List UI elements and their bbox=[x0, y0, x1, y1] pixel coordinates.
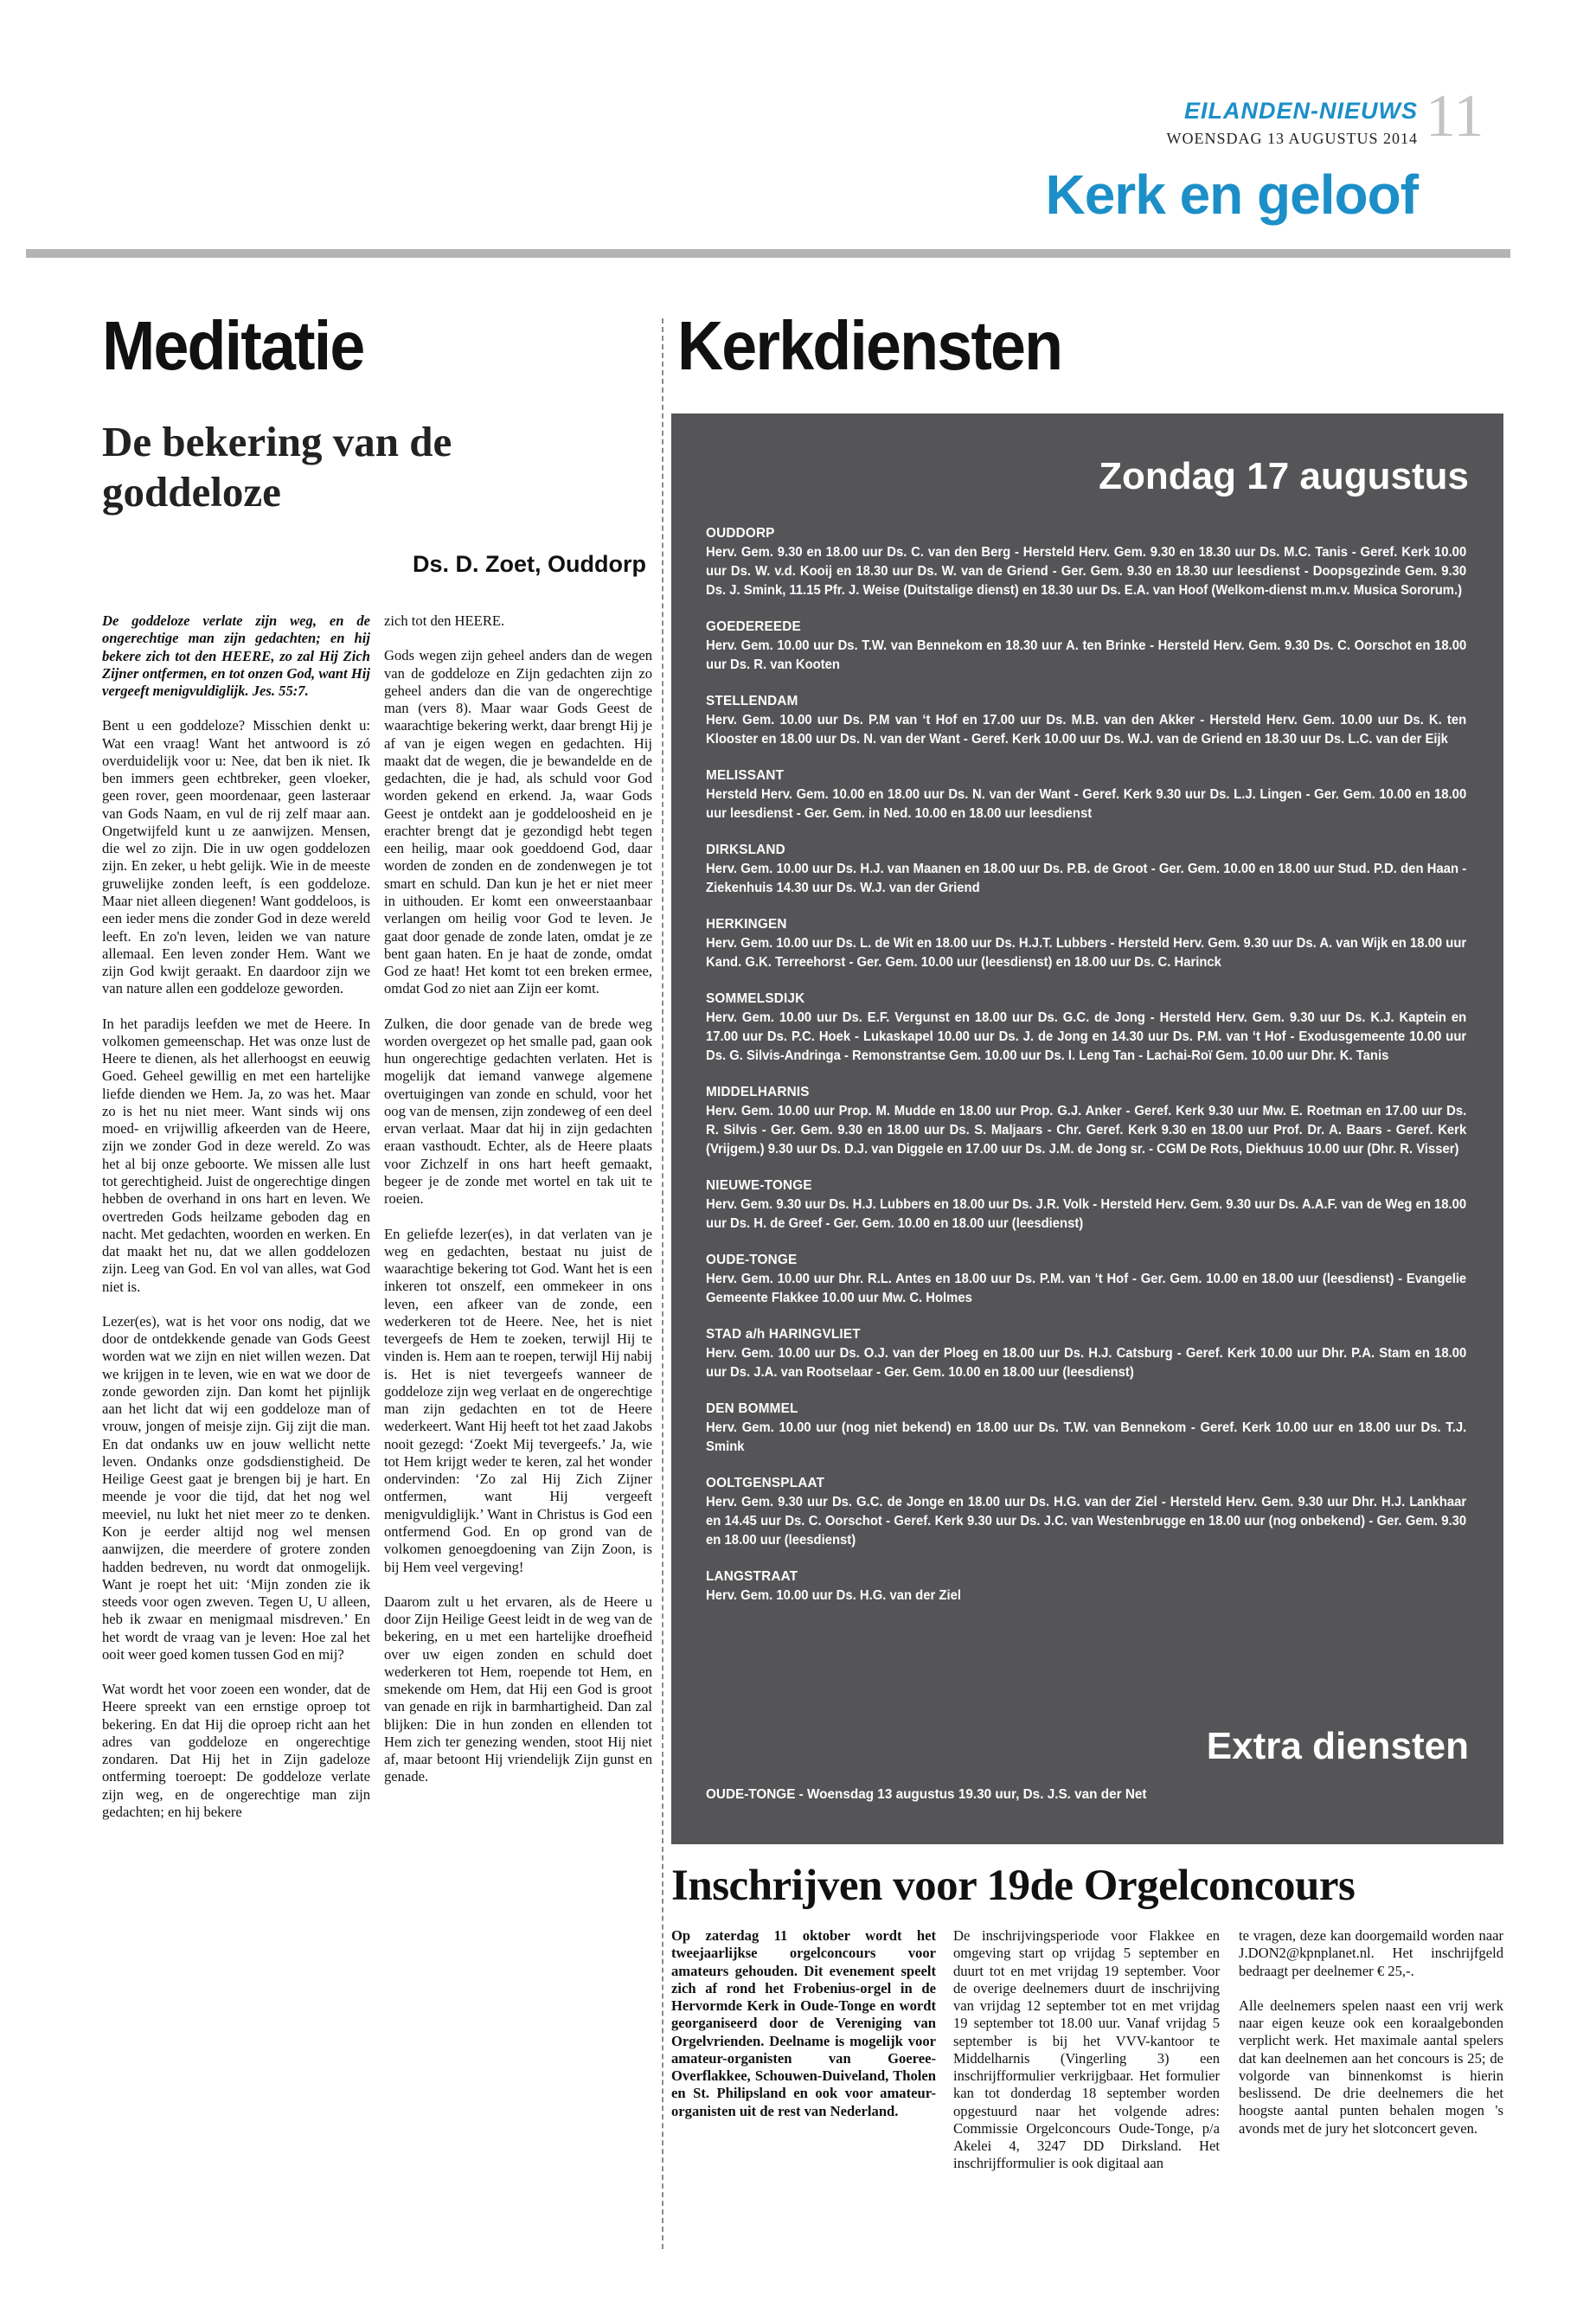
meditatie-paragraph: Lezer(es), wat is het voor ons nodig, dat we door de ontdekkende genade van Gods Geest worden wat we zijn en niet willen wezen. Dat we krijgen in te leven, wie en wat we door de zonde geworden zijn. Dan komt het pijnlijk aan het licht dat wij een goddeloze man of vrouw, jongen of meisje zijn. Gij zijt die man. En dat ondanks uw en jouw wellicht nette leven. Ondanks onze godsdienstigheid. De Heilige Geest gaat je brengen bij je hart. En meende je voor die tijd, dat het nog wel meeviel, nu lukt het niet meer zo te denken. Kon je eerder altijd nog wel mensen aanwijzen, die meerdere of grotere zonden hadden bedreven, nu wordt dat onmogelijk. Want je roept het uit: ‘Mijn zonden zie ik steeds voor ogen zweven. Tegen U, U alleen, heb ik zwaar en menigmaal misdreven.’ En het wordt de vraag van je leven: Hoe zal het ooit weer goed komen tussen God en mij? bbox=[102, 1312, 370, 1663]
service-entry bbox=[706, 692, 1467, 749]
orgelconcours-paragraph: Op zaterdag 11 oktober wordt het tweejaarlijkse orgelconcours voor amateurs gehouden. Dit evenement speelt zich af rond het Frobenius-orgel in de Hervormde Kerk in Oude-Tonge en wordt georganiseerd door de Vereniging van Orgelvrienden. Deelname is mogelijk voor amateur-organisten van Goeree-Overflakkee, Schouwen-Duiveland, Tholen en St. Philipsland en ook voor amateur-organisten uit de rest van Nederland. bbox=[671, 1927, 936, 2119]
service-place: MELISSANT bbox=[706, 768, 785, 783]
service-entry bbox=[706, 766, 1467, 824]
service-entry bbox=[706, 1474, 1467, 1550]
orgelconcours-title: Inschrijven voor 19de Orgelconcours bbox=[671, 1862, 1356, 1910]
service-place: SOMMELSDIJK bbox=[706, 991, 805, 1006]
service-place: STELLENDAM bbox=[706, 694, 798, 708]
extra-services-heading: Extra diensten bbox=[1206, 1725, 1469, 1767]
service-text: Herv. Gem. 9.30 uur Ds. H.J. Lubbers en 18.00 uur Ds. J.R. Volk - Hersteld Herv. Gem. 9.30 uur Ds. A.A.F. van de Weg en 18.00 uur Ds. H. de Greef - Ger. Gem. 10.00 en 18.00 uur (leesdienst) bbox=[706, 1197, 1467, 1231]
column-divider bbox=[662, 318, 663, 2249]
orgelconcours-column-1 bbox=[671, 1927, 936, 2138]
service-entry bbox=[706, 618, 1467, 675]
service-text: Hersteld Herv. Gem. 10.00 en 18.00 uur Ds. N. van der Want - Geref. Kerk 9.30 uur Ds. L.J. Lingen - Ger. Gem. 10.00 en 18.00 uur leesdienst - Ger. Gem. in Ned. 10.00 en 18.00 uur leesdienst bbox=[706, 787, 1467, 821]
orgelconcours-paragraph: Alle deelnemers spelen naast een vrij werk naar eigen keuze ook een koraalgebonden verplicht werk. Het maximale aantal spelers dat kan deelnemen aan het concours is 25; de volgorde van binnenkomst is hierin beslissend. De drie deelnemers die het hoogste aantal punten behalen mogen 's avonds met de jury het slotconcert geven. bbox=[1239, 1997, 1503, 2137]
meditatie-title: De bekering van de goddeloze bbox=[102, 418, 452, 516]
service-text: Herv. Gem. 10.00 uur Ds. T.W. van Bennekom en 18.30 uur A. ten Brinke - Hersteld Herv. Gem. 9.30 Ds. C. Oorschot en 18.00 uur Ds. R. van Kooten bbox=[706, 638, 1467, 672]
meditatie-intro-quote: De goddeloze verlate zijn weg, en de ongerechtige man zijn gedachten; en hij bekere zich tot den HEERE, zo zal Hij Zich Zijner ontfermen, en tot onzen God, want Hij vergeeft menigvuldiglijk. Jes. 55:7. bbox=[102, 612, 370, 700]
service-text: Herv. Gem. 10.00 uur Ds. H.J. van Maanen en 18.00 uur Ds. P.B. de Groot - Ger. Gem. 10.00 en 18.00 uur Stud. P.D. den Haan - Ziekenhuis 14.30 uur Ds. W.J. van der Griend bbox=[706, 862, 1467, 895]
meditatie-paragraph: Daarom zult u het ervaren, als de Heere u door Zijn Heilige Geest leidt in de weg van de bekering, en u met een hartelijke droefheid over uw eigen zonden en schuld doet wederkeren tot Hem, roepende tot Hem, en smekende om Hem, dat Hij een God is groot van genade en rijk in barmhartigheid. Dan zal blijken: Die in hun zonden en ellenden tot Hem zich ter genezing wenden, stoot Hij niet af, maar betoont Hij vriendelijk Zijn gunst en genade. bbox=[384, 1593, 652, 1785]
service-place: DIRKSLAND bbox=[706, 843, 785, 857]
newspaper-brand: EILANDEN-NIEUWS bbox=[1184, 98, 1418, 124]
service-place: MIDDELHARNIS bbox=[706, 1085, 810, 1099]
meditatie-paragraph: Zulken, die door genade van de brede weg worden overgezet op het smalle pad, gaan ook hun ongerechtige gedachten verlaten. Het is mogelijk dat iemand vanwege algemene overtuigingen van zonde en schuld, voor het oog van de mensen, zijn zondeweg of een deel ervan verlaat. Maar dat hij in zijn gedachten eraan vasthoudt. Echter, als de Heere plaats voor Zichzelf in ons hart heeft gemaakt, begeer je de zonde met wortel en tak uit te roeien. bbox=[384, 1015, 652, 1208]
service-place: DEN BOMMEL bbox=[706, 1401, 798, 1416]
services-date-heading: Zondag 17 augustus bbox=[1099, 455, 1469, 497]
service-text: Herv. Gem. 10.00 uur (nog niet bekend) en 18.00 uur Ds. T.W. van Bennekom - Geref. Kerk 10.00 uur en 18.00 uur Ds. T.J. Smink bbox=[706, 1420, 1467, 1454]
meditatie-paragraph: zich tot den HEERE. bbox=[384, 612, 505, 629]
service-text: Herv. Gem. 10.00 uur Ds. O.J. van der Ploeg en 18.00 uur Ds. H.J. Catsburg - Geref. Kerk 10.00 uur Dhr. P.A. Stam en 18.00 uur Ds. J.A. van Rootselaar - Ger. Gem. 10.00 en 18.00 uur (leesdienst) bbox=[706, 1346, 1467, 1380]
service-entry bbox=[706, 1083, 1467, 1159]
service-entry bbox=[706, 990, 1467, 1066]
meditatie-column-right bbox=[384, 612, 652, 1804]
service-place: HERKINGEN bbox=[706, 917, 787, 932]
service-entry bbox=[706, 1567, 1467, 1606]
orgelconcours-paragraph: De inschrijvingsperiode voor Flakkee en omgeving start op vrijdag 5 september en duurt tot en met vrijdag 19 september. Voor de overige deelnemers duurt de inschrijving van vrijdag 12 september tot en met vrijdag 19 september tot 18.00 uur. Vanaf vrijdag 5 september is bij het VVV-kantoor te Middelharnis (Vingerling 3) een inschrijfformulier verkrijgbaar. Het formulier kan tot donderdag 18 september worden opgestuurd naar het volgende adres: Commissie Orgelconcours Oude-Tonge, p/a Akelei 4, 3247 DD Dirksland. Het inschrijfformulier is ook digitaal aan bbox=[953, 1927, 1220, 2172]
orgelconcours-paragraph: te vragen, deze kan doorgemaild worden naar J.DON2@kpnplanet.nl. Het inschrijfgeld bedraagt per deelnemer € 25,-. bbox=[1239, 1927, 1503, 1979]
service-place: OUDDORP bbox=[706, 526, 775, 541]
service-text: Herv. Gem. 10.00 uur Ds. P.M van ‘t Hof en 17.00 uur Ds. M.B. van den Akker - Hersteld Herv. Gem. 10.00 uur Ds. K. ten Klooster en 18.00 uur Ds. N. van der Want - Geref. Kerk 10.00 uur Ds. W.J. van de Griend en 18.30 uur Ds. L.C. van der Eijk bbox=[706, 713, 1467, 747]
meditatie-paragraph: Wat wordt het voor zoeen een wonder, dat de Heere spreekt van een ernstige oproep tot bekering. En dat Hij die oproep richt aan het adres van goddeloze en ongerechtige zondaren. Dat Hij het in Zijn gadeloze ontferming toeroept: De goddeloze verlate zijn weg, en de ongerechtige man zijn gedachten; en hij bekere bbox=[102, 1681, 370, 1820]
meditatie-paragraph: Bent u een goddeloze? Misschien denkt u: Wat een vraag! Want het antwoord is zó overduidelijk voor u: Nee, dat ben ik niet. Ik ben immers geen echtbreker, geen vloeker, geen rover, geen moordenaar, geen lasteraar van Gods Naam, en vul de rij zelf maar aan. Ongetwijfeld kunt u ze aanwijzen. Mensen, die wel zo zijn. Die in uw ogen goddelozen zijn. En zeker, u hebt gelijk. Wie in de meeste gruwelijke zonden leeft, ís een goddeloze. Maar niet alleen diegenen! Want goddeloos, is een ieder mens die zonder God in deze wereld leeft. En zo'n leven, leiden we van nature allemaal. Een leven zonder Hem. Want we zijn God kwijt geraakt. En daardoor zijn we van nature allen een goddeloze geworden. bbox=[102, 717, 370, 997]
service-text: Herv. Gem. 10.00 uur Ds. L. de Wit en 18.00 uur Ds. H.J.T. Lubbers - Hersteld Herv. Gem. 9.30 uur Ds. A. van Wijk en 18.00 uur Kand. G.K. Terreehorst - Ger. Gem. 10.00 uur (leesdienst) en 18.00 uur Ds. C. Harinck bbox=[706, 936, 1467, 970]
service-entry bbox=[706, 1251, 1467, 1308]
service-entry bbox=[706, 1325, 1467, 1382]
service-text: Herv. Gem. 9.30 en 18.00 uur Ds. C. van den Berg - Hersteld Herv. Gem. 9.30 en 18.30 uur Ds. M.C. Tanis - Geref. Kerk 10.00 uur Ds. W. v.d. Kooij en 18.30 uur Ds. W. van de Griend - Ger. Gem. 9.30 en 18.30 uur leesdienst - Doopsgezinde Gem. 9.30 Ds. J. Smink, 11.15 Pfr. J. Weise (Duitstalige dienst) en 18.30 uur Ds. E.A. van Hoof (Welkom-dienst m.m.v. Musica Sororum.) bbox=[706, 545, 1467, 598]
service-place: LANGSTRAAT bbox=[706, 1569, 798, 1584]
service-place: OOLTGENSPLAAT bbox=[706, 1476, 825, 1490]
meditatie-paragraph: En geliefde lezer(es), in dat verlaten van je weg en gedachten, bestaat nu juist de waarachtige bekering tot God. Want het is een inkeren tot onszelf, een ommekeer in ons leven, een afkeer van de zonde, een wederkeren tot de Heere. Nee, het is niet tevergeefs de Hem te zoeken, terwijl Hij te vinden is. Hem aan te roepen, terwijl Hij nabij is. Het is niet tevergeefs wanneer de goddeloze zijn weg verlaat en de ongerechtige man zijn gedachten en tot de Heere wederkeert. Want Hij heeft tot het zaad Jakobs nooit gezegd: ‘Zoekt Mij tevergeefs.’ Ja, wie tot Hem krijgt weder te keren, zal het wonder ondervinden: ‘Zo zal Hij Zich Zijner ontfermen, want Hij vergeeft menigvuldiglijk.’ Want in Christus is God een ontfermend God. En op grond van de volkomen genoegdoening van Zijn Zoon, is bij Hem veel vergeving! bbox=[384, 1225, 652, 1575]
service-text: Herv. Gem. 10.00 uur Dhr. R.L. Antes en 18.00 uur Ds. P.M. van ‘t Hof - Ger. Gem. 10.00 en 18.00 uur (leesdienst) - Evangelie Gemeente Flakkee 10.00 uur Mw. C. Holmes bbox=[706, 1272, 1467, 1305]
section-title: Kerk en geloof bbox=[1045, 163, 1418, 226]
orgelconcours-column-3 bbox=[1239, 1927, 1503, 2155]
meditatie-paragraph: Gods wegen zijn geheel anders dan de wegen van de goddeloze en Zijn gedachten zijn zo geheel anders dan die van de ongerechtige man (vers 8). Maar waar Gods Geest de waarachtige bekering werkt, daar brengt Hij je af van je eigen wegen en gedachten. Hij maakt dat de wegen, die je bewandelde en de gedachten, die je had, als schuld voor God worden gekend en erkend. Ja, waar Gods Geest je ontdekt aan je goddeloosheid en je erachter brengt dat je gezondigd hebt tegen een heilig, maar ook goeddoend God, daar worden de zonden en de zondenwegen je tot smart en schuld. Dan kun je het er niet meer in uithouden. Er komt een onweerstaanbaar verlangen om heilig voor God te leven. Je gaat door genade de zonde laten, omdat je ze bent gaan haten. En je haat de zonde, omdat God ze haat! Het komt tot een breken ermee, omdat God zo niet aan Zijn eer komt. bbox=[384, 647, 652, 997]
publication-date: WOENSDAG 13 AUGUSTUS 2014 bbox=[1166, 130, 1418, 147]
service-entry bbox=[706, 1176, 1467, 1234]
service-entry bbox=[706, 1400, 1467, 1457]
meditatie-column-left bbox=[102, 612, 370, 1838]
kerkdiensten-header: Kerkdiensten bbox=[677, 307, 1062, 384]
service-text: Herv. Gem. 10.00 uur Prop. M. Mudde en 18.00 uur Prop. G.J. Anker - Geref. Kerk 9.30 uur Mw. E. Roetman en 17.00 uur Ds. R. Silvis - Ger. Gem. 9.30 en 18.00 uur Ds. S. Maljaars - Chr. Geref. Kerk 9.30 en 18.00 uur Prof. Dr. A. Baars - Geref. Kerk (Vrijgem.) 9.30 uur Ds. D.J. van Diggele en 17.00 uur Ds. J.M. de Jong sr. - CGM De Rots, Diekhuus 10.00 uur (Dhr. R. Visser) bbox=[706, 1104, 1467, 1157]
meditatie-author: Ds. D. Zoet, Ouddorp bbox=[413, 551, 646, 577]
page-number: 11 bbox=[1426, 83, 1484, 150]
services-list bbox=[706, 524, 1467, 1623]
service-entry bbox=[706, 915, 1467, 972]
service-text: Herv. Gem. 10.00 uur Ds. E.F. Vergunst en 18.00 uur Ds. G.C. de Jong - Hersteld Herv. Gem. 9.30 uur Ds. K.J. Kaptein en 17.00 uur Ds. P.C. Hoek - Lukaskapel 10.00 uur Ds. J. de Jong en 14.30 uur Ds. P.M. van ‘t Hof - Exodusgemeente 10.00 uur Ds. G. Silvis-Andringa - Remonstrantse Gem. 10.00 uur Ds. I. Leng Tan - Lachai-Roï Gem. 10.00 uur Dhr. K. Tanis bbox=[706, 1010, 1467, 1063]
services-box bbox=[671, 413, 1503, 1844]
top-divider bbox=[26, 249, 1510, 258]
service-place: GOEDEREEDE bbox=[706, 619, 801, 634]
service-text: Herv. Gem. 10.00 uur Ds. H.G. van der Ziel bbox=[706, 1588, 961, 1603]
meditatie-paragraph: In het paradijs leefden we met de Heere. In volkomen gemeenschap. Het was onze lust de Heere te dienen, als het allerhoogst en eeuwig Goed. Geheel gewillig en met een hartelijke liefde dienden we Hem. Ja, zo was het. Maar zo is het nu niet meer. Want sinds wij ons moed- en vrijwillig afkeerden van de Heere, zijn we zonder God in deze wereld. Zo was het al bij onze geboorte. We missen alle lust tot gerechtigheid. Juist de ongerechtige dingen hebben de overhand in ons hart en leven. We overtreden Gods heilzame geboden dag en nacht. Met gedachten, woorden en werken. En dat maakt het nu, dat we allen goddelozen zijn. Leeg van God. En vol van alles, wat God niet is. bbox=[102, 1015, 370, 1295]
service-place: OUDE-TONGE bbox=[706, 1253, 798, 1267]
extra-services-text: OUDE-TONGE - Woensdag 13 augustus 19.30 uur, Ds. J.S. van der Net bbox=[706, 1787, 1147, 1802]
service-text: Herv. Gem. 9.30 uur Ds. G.C. de Jonge en 18.00 uur Ds. H.G. van der Ziel - Hersteld Herv. Gem. 9.30 uur Dhr. H.J. Lankhaar en 14.45 uur Ds. C. Oorschot - Geref. Kerk 9.30 uur Ds. J.C. van Westenbrugge en 18.00 uur (nog onbekend) - Ger. Gem. 9.30 en 18.00 uur (leesdienst) bbox=[706, 1495, 1467, 1548]
service-entry bbox=[706, 841, 1467, 898]
orgelconcours-column-2 bbox=[953, 1927, 1220, 2190]
service-place: STAD a/h HARINGVLIET bbox=[706, 1327, 861, 1342]
service-place: NIEUWE-TONGE bbox=[706, 1178, 812, 1193]
service-entry bbox=[706, 524, 1467, 600]
meditatie-header: Meditatie bbox=[102, 307, 364, 384]
